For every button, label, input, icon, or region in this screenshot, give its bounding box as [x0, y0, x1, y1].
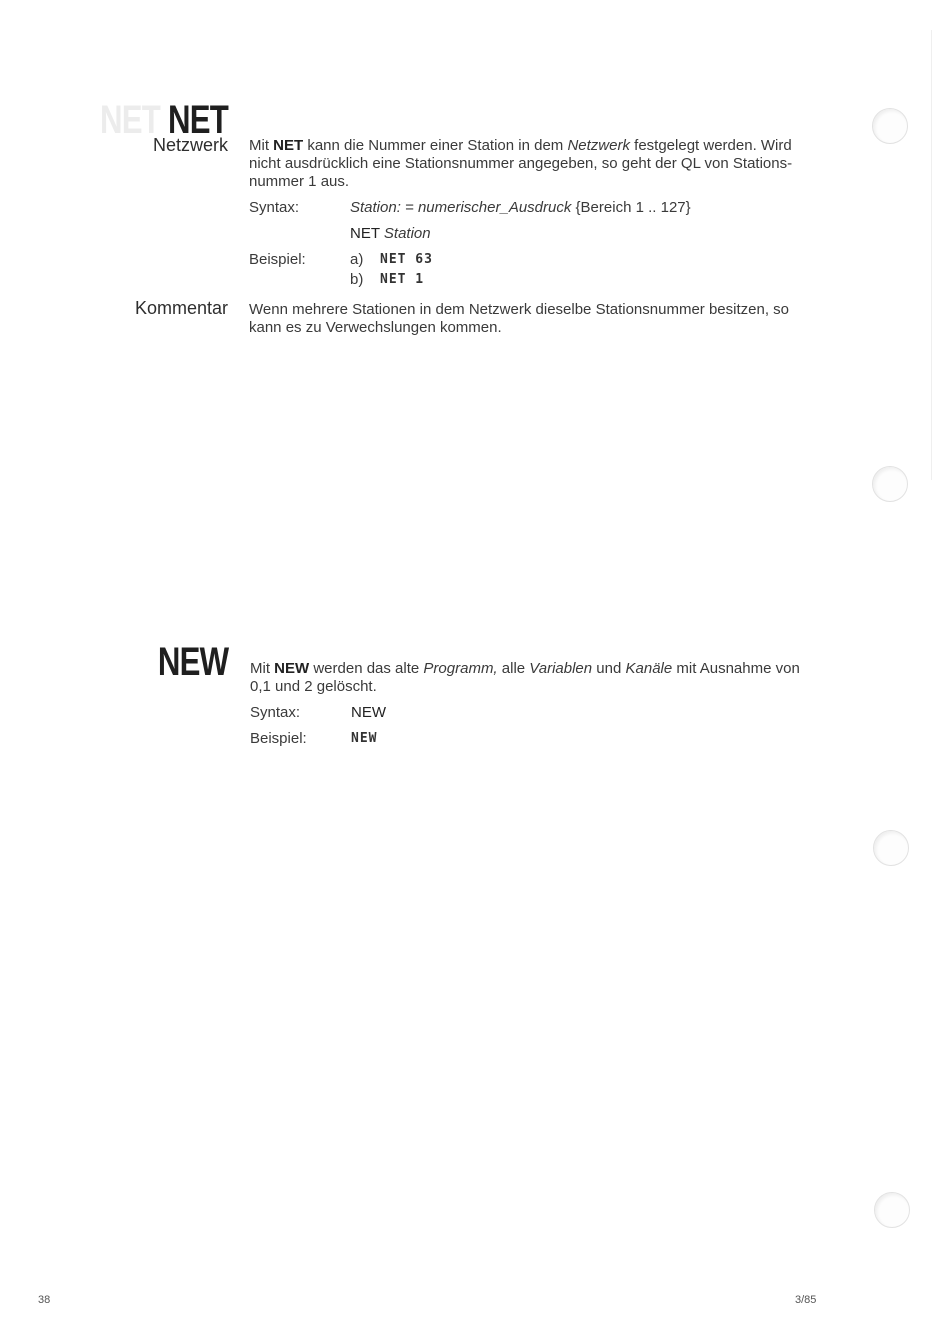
page-edge-line — [931, 30, 932, 480]
net-example-label: Beispiel: — [249, 251, 306, 268]
net-comment-text: Wenn mehrere Stationen in dem Netzwerk dieselbe Stationsnummer besitzen, so kann es zu Verwechslungen kommen. — [249, 301, 789, 336]
net-title: NET — [167, 98, 228, 142]
net-example-a-code: NET 63 — [380, 252, 433, 267]
page-number: 38 — [38, 1294, 51, 1306]
new-syntax-label: Syntax: — [250, 704, 301, 721]
punch-hole — [872, 108, 908, 144]
new-example-label: Beispiel: — [250, 730, 307, 747]
new-title: NEW — [157, 640, 228, 684]
net-syntax-definition: Station: = numerischer_Ausdruck {Bereich 1 .. 127} — [350, 199, 691, 216]
net-example-a-marker: a) — [350, 251, 364, 268]
net-subtitle: Netzwerk — [152, 135, 228, 155]
punch-hole — [873, 830, 909, 866]
new-description: Mit NEW werden das alte Programm, alle Variablen und Kanäle mit Ausnahme von 0,1 und 2 gelöscht. — [250, 660, 800, 695]
net-comment-label: Kommentar — [134, 298, 228, 318]
punch-hole — [872, 466, 908, 502]
net-title-shadow: NET — [99, 98, 160, 142]
net-syntax-form: NET Station — [350, 225, 431, 242]
new-example-code: NEW — [351, 731, 378, 746]
net-syntax-label: Syntax: — [249, 199, 300, 216]
net-example-b-marker: b) — [350, 271, 364, 288]
punch-hole — [874, 1192, 910, 1228]
new-syntax-value: NEW — [351, 704, 386, 721]
net-description: Mit NET kann die Nummer einer Station in dem Netzwerk festgelegt werden. Wird nicht ausdrücklich eine Stationsnummer angegeben, so geht der QL von Stations-nummer 1 aus. — [249, 137, 793, 190]
net-example-b-code: NET 1 — [380, 272, 425, 287]
edition-date: 3/85 — [795, 1294, 817, 1306]
